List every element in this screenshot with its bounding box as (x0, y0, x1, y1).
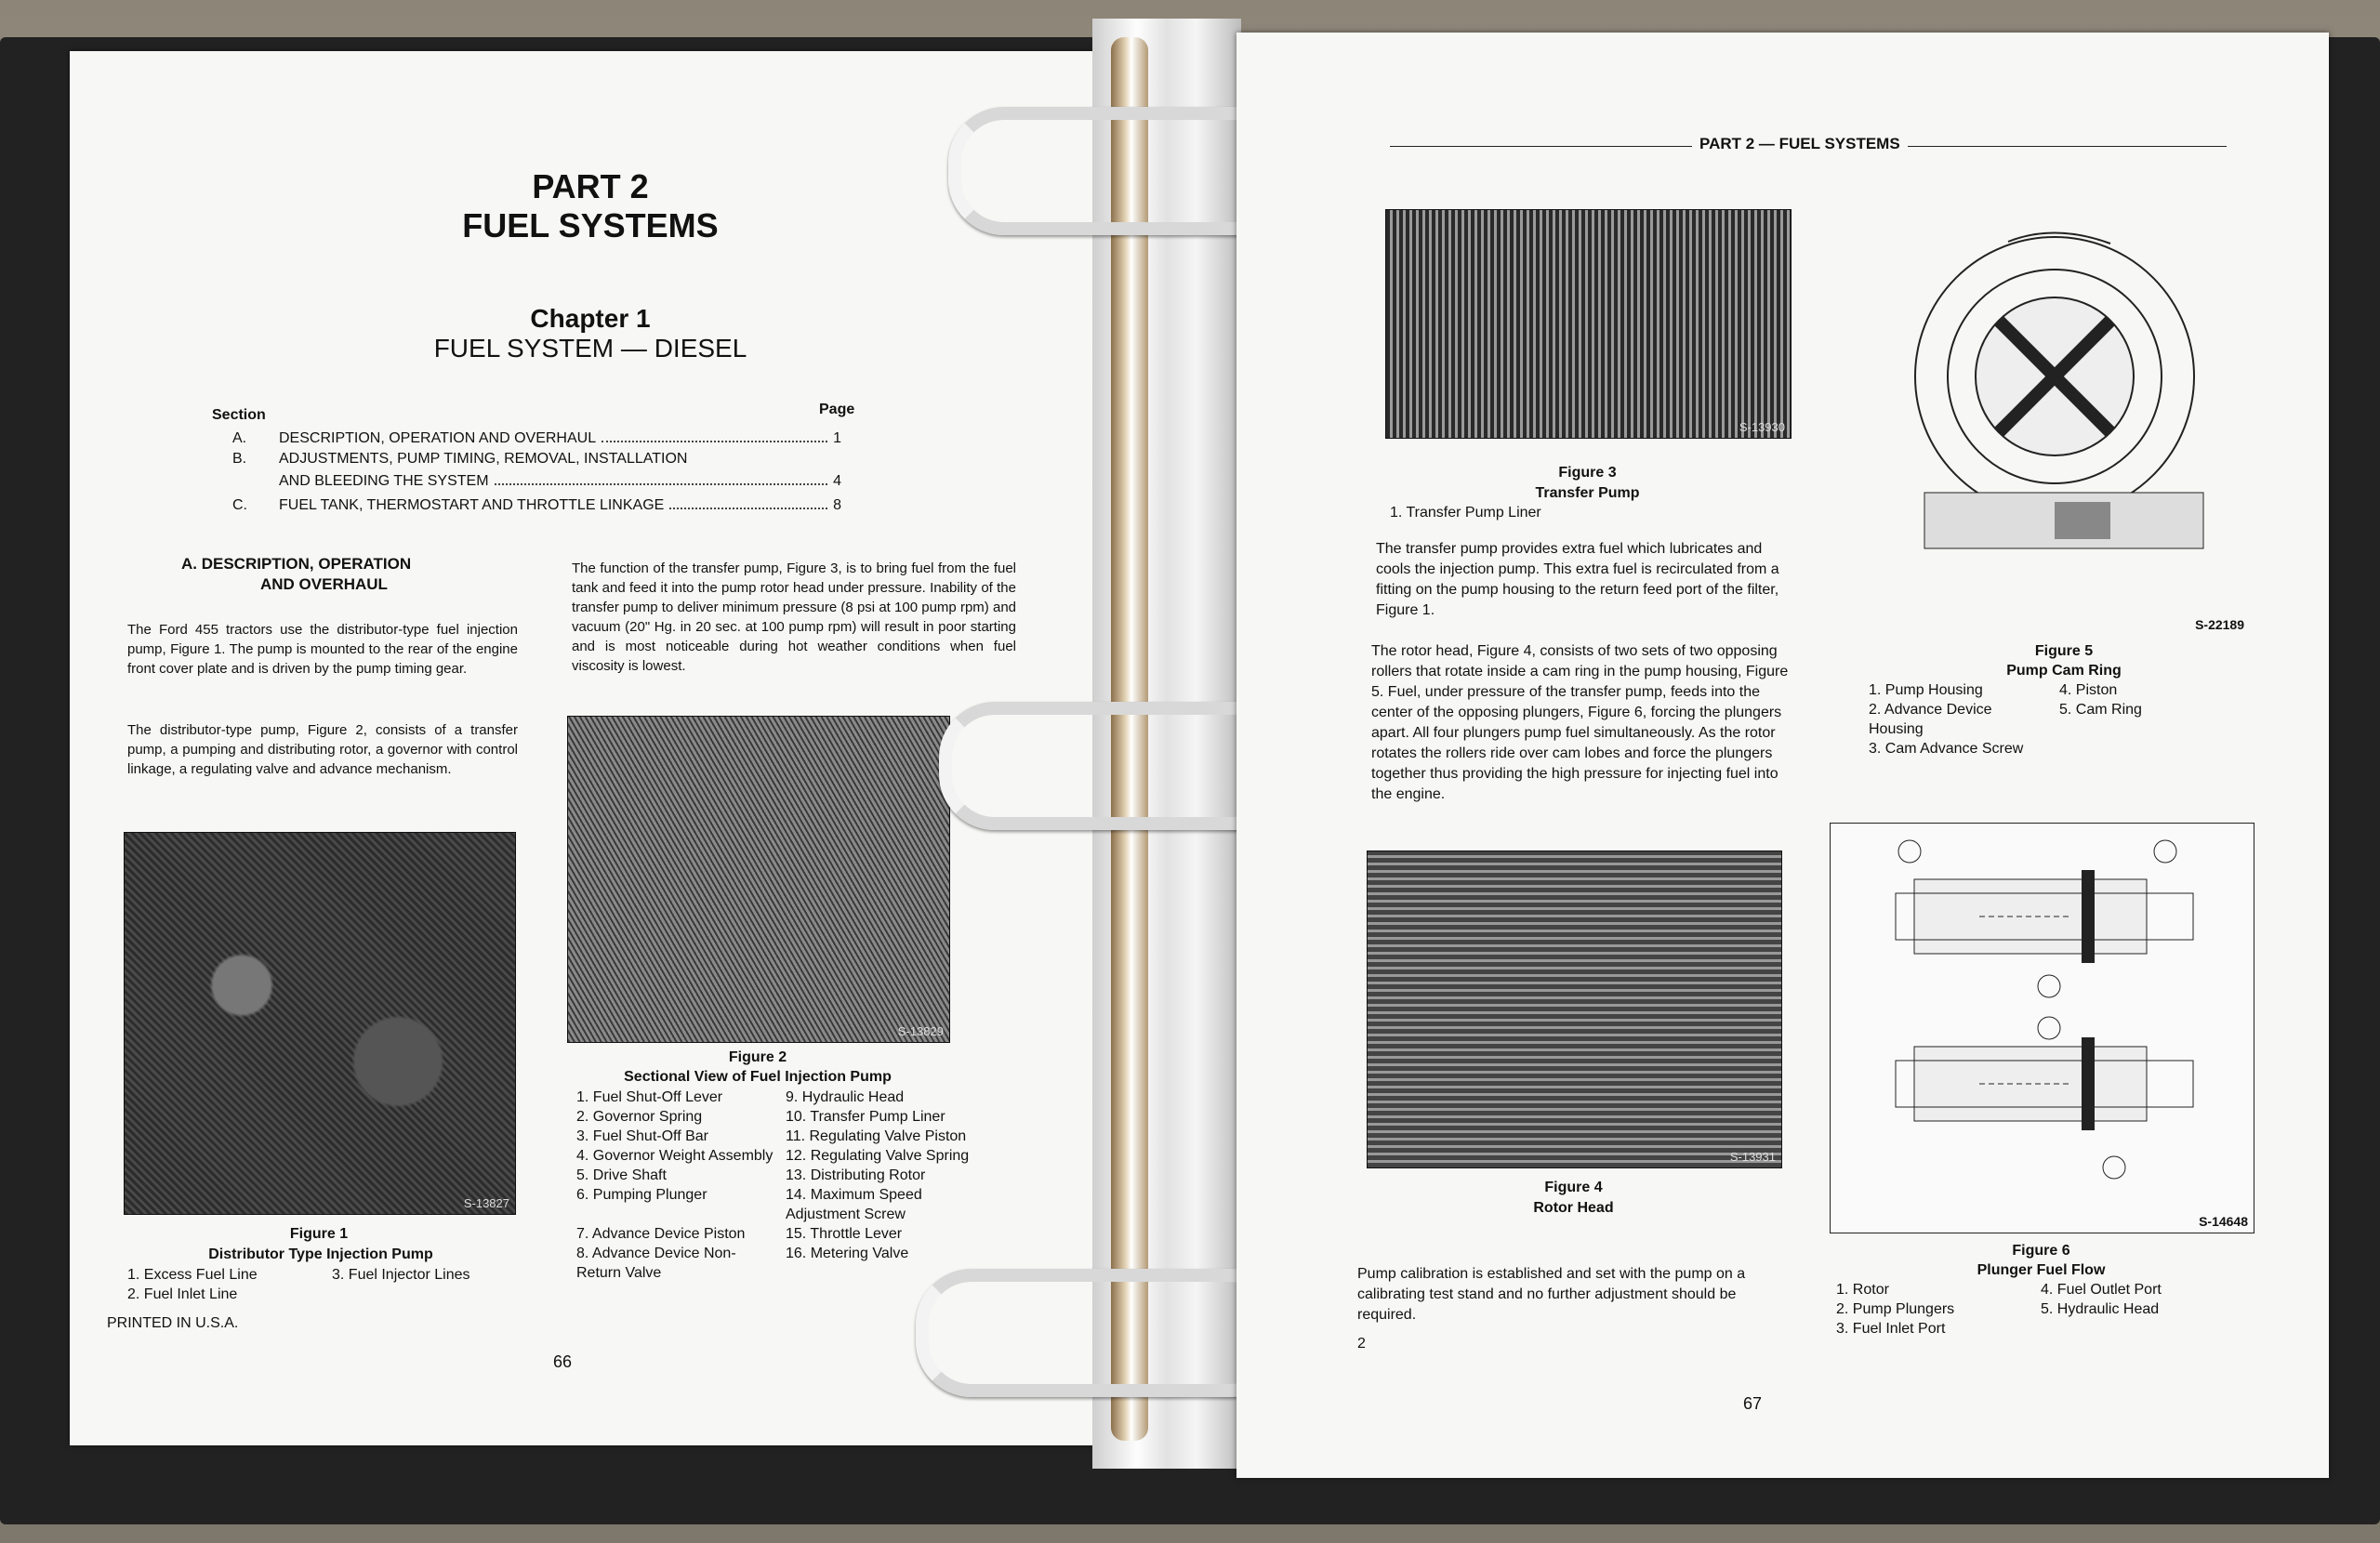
figure-1-legend (127, 1265, 527, 1304)
figure-tag: S-13829 (897, 1024, 944, 1038)
legend-item: 2. Fuel Inlet Line (127, 1286, 238, 1302)
legend-item: 2. Governor Spring (576, 1109, 703, 1125)
figure-tag: S-13827 (463, 1196, 509, 1210)
legend-item: 4. Governor Weight Assembly (576, 1148, 774, 1164)
chapter-label: Chapter 1 (530, 304, 651, 333)
toc-leader (495, 483, 828, 485)
figure-tag: S-14648 (2199, 1214, 2248, 1229)
toc-row-a[interactable] (232, 425, 841, 447)
paragraph-r1: The transfer pump provides extra fuel which lubricates and cools the injection pump. This extra fuel is recirculated from a fitting on the pump housing to the return feed port of the filter, Figure 1. (1376, 541, 1779, 618)
legend-item: 3. Fuel Inlet Port (1836, 1321, 1946, 1337)
figure-6-legend (1836, 1280, 2236, 1339)
figure-3-photo (1385, 209, 1792, 439)
legend-item: 16. Metering Valve (786, 1246, 909, 1261)
table-of-contents (232, 425, 841, 514)
toc-page: 4 (833, 473, 841, 489)
legend-item: 1. Pump Housing (1869, 682, 1983, 698)
legend-item: 1. Excess Fuel Line (127, 1267, 258, 1283)
toc-leader (602, 441, 827, 442)
toc-row-c[interactable] (232, 490, 841, 514)
legend-item: 5. Drive Shaft (576, 1167, 667, 1183)
figure-2-label: Figure 2 (728, 1049, 787, 1065)
part-title (358, 167, 823, 245)
running-header: PART 2 — FUEL SYSTEMS (1692, 135, 1908, 153)
toc-page: 1 (833, 430, 841, 446)
figure-3-label: Figure 3 (1558, 465, 1617, 481)
legend-item: 1. Rotor (1836, 1282, 1889, 1298)
legend-item: 2. Pump Plungers (1836, 1301, 1955, 1317)
toc-leader (669, 508, 827, 509)
sub-page-number: 2 (1357, 1336, 1366, 1352)
right-page (1236, 33, 2329, 1478)
toc-letter: A. (232, 430, 247, 446)
toc-section-header: Section (212, 407, 266, 423)
legend-item: 3. Fuel Shut-Off Bar (576, 1128, 708, 1144)
paragraph-1: The Ford 455 tractors use the distributor-type fuel injection pump, Figure 1. The pump is mounted to the rear of the engine front cover plate and is driven by the pump timing gear. (127, 622, 518, 677)
paragraph-r2: The rotor head, Figure 4, consists of two sets of two opposing rollers that rotate inside a cam ring in the pump housing, Figure 5. Fuel, under pressure of the transfer pump, feeds into the center of the opposing plungers, Figure 6, forcing the plungers apart. All four plungers pump fuel simultaneously. As the rotor rotates the rollers ride over cam lobes and force the plungers together thus providing the high pressure for injecting fuel into the engine. (1371, 643, 1789, 802)
figure-1-photo (124, 832, 516, 1215)
legend-item: 4. Fuel Outlet Port (2041, 1282, 2162, 1298)
figure-tag: S-13931 (1729, 1150, 1776, 1164)
toc-title: AND BLEEDING THE SYSTEM (279, 473, 489, 489)
legend-item: 7. Advance Device Piston (576, 1226, 746, 1242)
legend-item: 6. Pumping Plunger (576, 1187, 707, 1203)
toc-page-header: Page (819, 402, 855, 417)
legend-item: 1. Transfer Pump Liner (1390, 505, 1541, 521)
cam-ring-drawing (1869, 223, 2250, 632)
figure-4-label: Figure 4 (1544, 1180, 1603, 1195)
toc-letter: B. (232, 451, 247, 467)
paragraph-2: The distributor-type pump, Figure 2, consists of a transfer pump, a pumping and distributing rotor, a governor with control linkage, a regulating valve and advance mechanism. (127, 722, 518, 777)
legend-item: 8. Advance Device Non-Return Valve (576, 1246, 736, 1281)
toc-title: FUEL TANK, THERMOSTART AND THROTTLE LINKAGE (279, 497, 665, 513)
figure-6-title: Plunger Fuel Flow (1977, 1262, 2106, 1278)
legend-item: 2. Advance Device Housing (1869, 702, 1992, 737)
section-heading-line1: A. DESCRIPTION, OPERATION (181, 555, 412, 573)
printed-footer: PRINTED IN U.S.A. (107, 1315, 239, 1331)
figure-6-label: Figure 6 (2012, 1243, 2070, 1259)
page-number-right: 67 (1743, 1394, 1763, 1413)
figure-1-title: Distributor Type Injection Pump (208, 1246, 433, 1262)
legend-item: 3. Cam Advance Screw (1869, 741, 2024, 757)
chapter-title: FUEL SYSTEM — DIESEL (433, 334, 747, 363)
figure-3-title: Transfer Pump (1535, 485, 1640, 501)
legend-item: 11. Regulating Valve Piston (786, 1128, 967, 1144)
toc-page: 8 (833, 497, 841, 513)
figure-5-legend (1869, 680, 2241, 758)
part-title-line2: FUEL SYSTEMS (462, 206, 719, 244)
figure-4-photo (1367, 851, 1782, 1168)
plunger-flow-drawing (1831, 824, 2254, 1233)
toc-title: DESCRIPTION, OPERATION AND OVERHAUL (279, 430, 597, 446)
toc-row-b-cont (232, 468, 841, 490)
figure-2-photo (567, 716, 950, 1043)
figure-5-title: Pump Cam Ring (2006, 663, 2122, 679)
figure-2-legend (576, 1088, 985, 1283)
section-heading-line2: AND OVERHAUL (260, 575, 388, 593)
section-heading (181, 554, 553, 595)
figure-tag: S-22189 (2195, 617, 2244, 632)
paragraph-r3: Pump calibration is established and set with the pump on a calibrating test stand and no further adjustment should be required. (1357, 1266, 1746, 1323)
figure-3-legend (1390, 503, 1541, 522)
legend-item: 4. Piston (2059, 682, 2118, 698)
figure-tag: S-13930 (1739, 420, 1785, 434)
legend-item: 13. Distributing Rotor (786, 1167, 926, 1183)
paragraph-3: The function of the transfer pump, Figure 3, is to bring fuel from the fuel tank and feed it into the pump rotor head under pressure. Inability of the transfer pump to deliver minimum pressure (8 psi at 100 pump rpm) and vacuum (20" Hg. in 20 sec. at 100 pump rpm) will result in poor starting and is most noticeable during hot weather conditions when fuel viscosity is lowest. (572, 560, 1016, 674)
legend-item: 1. Fuel Shut-Off Lever (576, 1089, 723, 1105)
legend-item: 15. Throttle Lever (786, 1226, 903, 1242)
legend-item: 3. Fuel Injector Lines (332, 1267, 470, 1283)
toc-letter: C. (232, 497, 247, 513)
figure-2-title: Sectional View of Fuel Injection Pump (624, 1069, 892, 1085)
figure-4-title: Rotor Head (1533, 1200, 1614, 1216)
figure-6-diagram (1830, 823, 2254, 1233)
legend-item: 10. Transfer Pump Liner (786, 1109, 945, 1125)
figure-5-diagram (1869, 223, 2250, 632)
figure-1-label: Figure 1 (289, 1226, 349, 1242)
toc-title: ADJUSTMENTS, PUMP TIMING, REMOVAL, INSTALLATION (279, 451, 688, 467)
legend-item: 9. Hydraulic Head (786, 1089, 905, 1105)
part-title-line1: PART 2 (532, 167, 649, 205)
legend-item: 12. Regulating Valve Spring (786, 1148, 970, 1164)
figure-5-label: Figure 5 (2034, 643, 2094, 659)
legend-item: 5. Hydraulic Head (2041, 1301, 2160, 1317)
toc-row-b[interactable] (232, 447, 841, 468)
legend-item: 14. Maximum Speed Adjustment Screw (786, 1187, 922, 1222)
page-number-left: 66 (553, 1352, 573, 1371)
binder-ring-bottom (916, 1269, 1286, 1397)
legend-item: 5. Cam Ring (2059, 702, 2142, 718)
